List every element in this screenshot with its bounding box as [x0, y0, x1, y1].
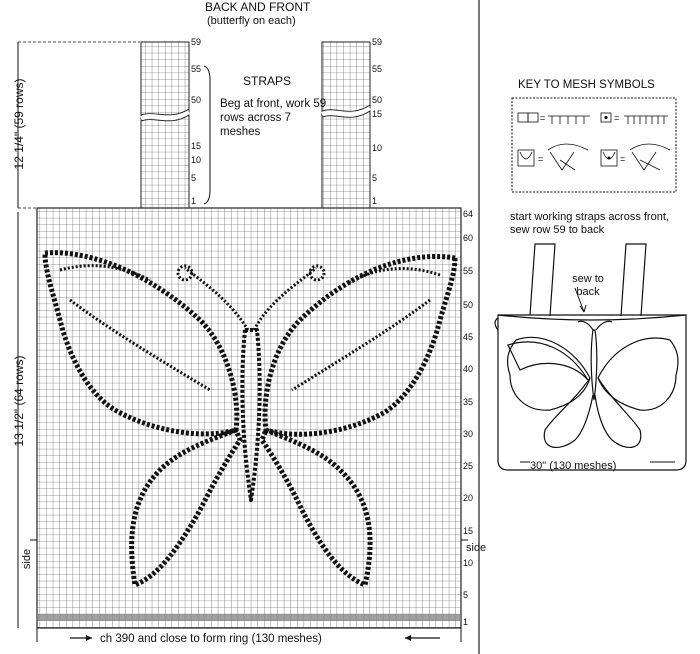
row-number: 40 [463, 364, 474, 374]
row-number: 10 [463, 558, 474, 568]
row-number: 64 [463, 209, 474, 219]
row-number: 15 [463, 526, 474, 536]
row-number: 55 [191, 64, 202, 74]
row-number: 45 [463, 332, 474, 342]
strap-assembly-note: start working straps across front, sew row 59 to back [510, 211, 669, 236]
row-number: 1 [191, 196, 197, 206]
row-number: 55 [372, 64, 383, 74]
straps-heading: STRAPS [243, 74, 292, 88]
chart-title: BACK AND FRONT [205, 0, 311, 14]
row-number: 15 [372, 109, 383, 119]
strap-height-label: 12 1/4" (59 rows) [12, 78, 26, 170]
row-number: 50 [372, 95, 383, 105]
row-number: 60 [463, 233, 474, 243]
key-title: KEY TO MESH SYMBOLS [518, 79, 655, 91]
straps-instructions: Beg at front, work 59 rows across 7 meshes [220, 98, 327, 138]
row-number: 15 [191, 141, 202, 151]
row-number: 59 [191, 37, 202, 47]
row-number: 5 [372, 173, 378, 183]
foundation-row [37, 614, 461, 621]
bag-width-label: 30" (130 meshes) [530, 460, 617, 472]
row-number: 35 [463, 397, 474, 407]
row-number: 1 [372, 196, 378, 206]
row-number: 50 [463, 300, 474, 310]
mesh-key-box [512, 98, 676, 192]
foundation-chain-label: ch 390 and close to form ring (130 meshes) [100, 633, 322, 645]
svg-text:=: = [538, 154, 544, 164]
row-number: 5 [463, 590, 469, 600]
row-number: 30 [463, 429, 474, 439]
left-strap-grid [141, 42, 189, 208]
row-number: 55 [463, 266, 474, 276]
row-number: 59 [372, 37, 383, 47]
row-number: 10 [372, 143, 383, 153]
svg-text:=: = [620, 154, 626, 164]
row-number: 5 [191, 173, 197, 183]
row-number: 25 [463, 461, 474, 471]
chart-subtitle: (butterfly on each) [207, 15, 296, 27]
svg-text:=: = [540, 113, 546, 123]
sew-to-back-label: sew to back [572, 273, 604, 298]
row-number: 50 [191, 95, 202, 105]
side-label-right: side [466, 542, 487, 554]
row-number: 20 [463, 493, 474, 503]
body-height-label: 13 1/2" (64 rows) [12, 355, 26, 447]
body-grid [37, 208, 461, 628]
svg-text:=: = [614, 113, 620, 123]
row-number: 10 [191, 155, 202, 165]
side-label-left: side [21, 548, 33, 570]
row-number: 1 [463, 617, 469, 627]
